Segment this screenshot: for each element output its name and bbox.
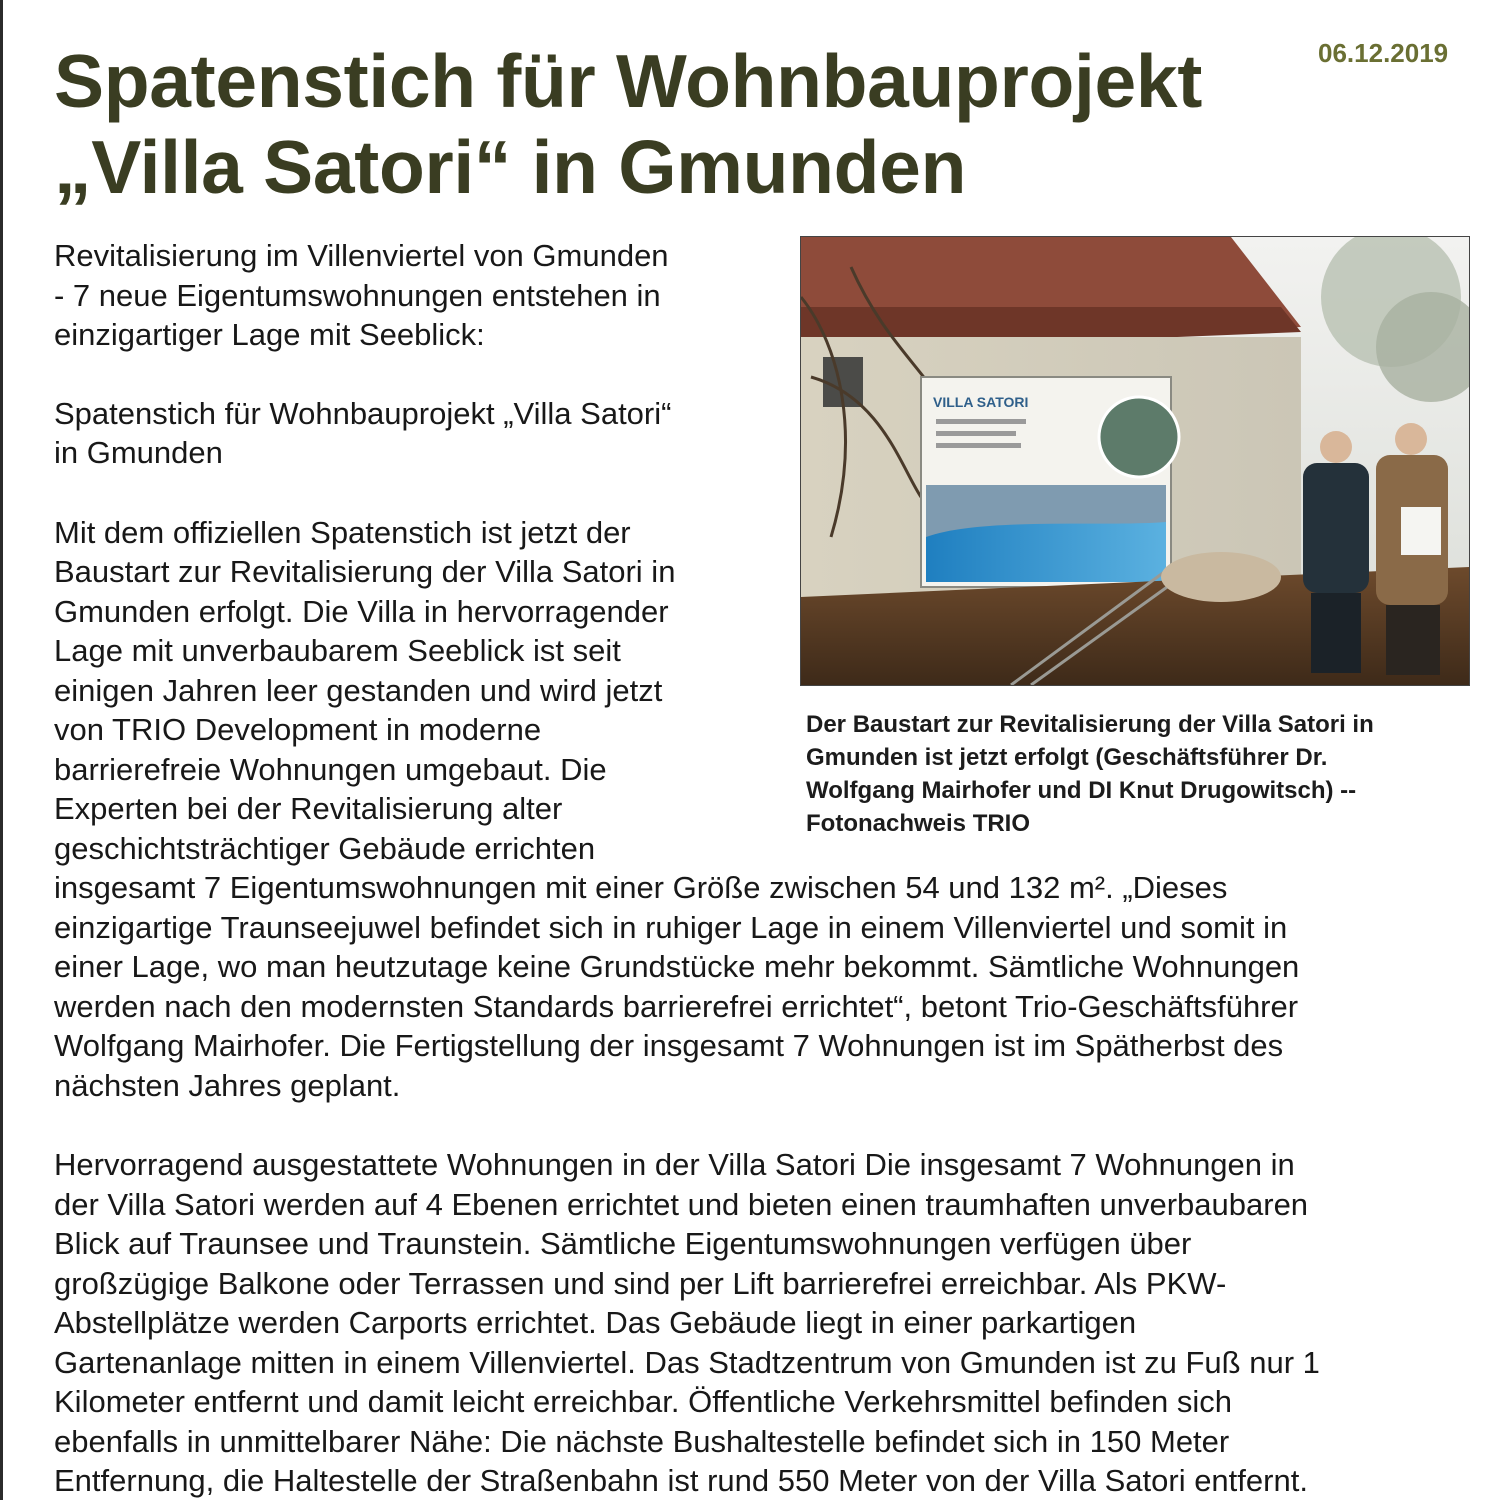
document [1401, 507, 1441, 555]
intro-line: einzigartiger Lage mit Seeblick: [54, 317, 485, 352]
paragraph-line: Gartenanlage mitten in einem Villenviertel. Das Stadtzentrum von Gmunden ist zu Fuß nur 1 [54, 1345, 1320, 1380]
person-body [1303, 463, 1369, 593]
billboard-photo [1099, 397, 1179, 477]
paragraph-line: einigen Jahren leer gestanden und wird jetzt [54, 673, 663, 708]
paragraph-line: von TRIO Development in moderne [54, 712, 542, 747]
subtitle-line: Spatenstich für Wohnbauprojekt „Villa Satori“ [54, 396, 672, 431]
person-legs [1311, 593, 1361, 673]
paragraph-line: werden nach den modernsten Standards barrierefrei errichtet“, betont Trio-Geschäftsführer [54, 989, 1299, 1024]
paragraph-line: Mit dem offiziellen Spatenstich ist jetzt der [54, 515, 631, 550]
subtitle-line: in Gmunden [54, 435, 223, 470]
paragraph-line: Blick auf Traunsee und Traunstein. Sämtliche Eigentumswohnungen verfügen über [54, 1226, 1192, 1261]
photo-caption-line: Der Baustart zur Revitalisierung der Villa Satori in [806, 711, 1374, 738]
paragraph-line: einer Lage, wo man heutzutage keine Grundstücke mehr bekommt. Sämtliche Wohnungen [54, 949, 1300, 984]
headline [54, 38, 1284, 210]
billboard-text [936, 443, 1021, 448]
paragraph-line: einzigartige Traunseejuwel befindet sich in ruhiger Lage in einem Villenviertel und somit in [54, 910, 1288, 945]
paragraph-line: Entfernung, die Haltestelle der Straßenbahn ist rund 550 Meter von der Villa Satori entfernt. [54, 1463, 1308, 1498]
person-head [1320, 431, 1352, 463]
photo-caption-line: Fotonachweis TRIO [806, 810, 1031, 837]
billboard-title: VILLA SATORI [933, 394, 1029, 410]
paragraph-line: ebenfalls in unmittelbarer Nähe: Die nächste Bushaltestelle befindet sich in 150 Meter [54, 1424, 1230, 1459]
intro-line: - 7 neue Eigentumswohnungen entstehen in [54, 278, 661, 313]
photo-illustration [801, 237, 1469, 685]
paragraph-line: Lage mit unverbaubarem Seeblick ist seit [54, 633, 621, 668]
billboard-text [936, 431, 1016, 436]
headline-line: Spatenstich für Wohnbauprojekt [54, 39, 1203, 123]
paragraph-line: Gmunden erfolgt. Die Villa in hervorragender [54, 594, 669, 629]
rubble [1161, 552, 1281, 602]
paragraph-line: Hervorragend ausgestattete Wohnungen in der Villa Satori Die insgesamt 7 Wohnungen in [54, 1147, 1295, 1182]
scan-edge [0, 0, 3, 1500]
headline-line: „Villa Satori“ in Gmunden [54, 125, 967, 209]
paragraph-line: Abstellplätze werden Carports errichtet. Das Gebäude liegt in einer parkartigen [54, 1305, 1137, 1340]
paragraph-line: nächsten Jahres geplant. [54, 1068, 401, 1103]
paragraph-line: Baustart zur Revitalisierung der Villa Satori in [54, 554, 676, 589]
paragraph-line: Wolfgang Mairhofer. Die Fertigstellung der insgesamt 7 Wohnungen ist im Spätherbst des [54, 1028, 1284, 1063]
paragraph-line: geschichtsträchtiger Gebäude errichten [54, 831, 596, 866]
person-head [1395, 423, 1427, 455]
paragraph-line: insgesamt 7 Eigentumswohnungen mit einer Größe zwischen 54 und 132 m². „Dieses [54, 870, 1228, 905]
billboard-text [936, 419, 1026, 424]
intro-line: Revitalisierung im Villenviertel von Gmunden [54, 238, 669, 273]
photo-caption-line: Gmunden ist jetzt erfolgt (Geschäftsführer Dr. [806, 744, 1328, 771]
billboard-lake [926, 522, 1166, 582]
paragraph-line: Kilometer entfernt und damit leicht erreichbar. Öffentliche Verkehrsmittel befinden sich [54, 1384, 1233, 1419]
article-date: 06.12.2019 [1318, 38, 1449, 68]
article-photo [800, 236, 1470, 686]
paragraph-line: barrierefreie Wohnungen umgebaut. Die [54, 752, 607, 787]
paragraph-line: Experten bei der Revitalisierung alter [54, 791, 563, 826]
person-legs [1386, 605, 1440, 675]
paragraph-line: der Villa Satori werden auf 4 Ebenen errichtet und bieten einen traumhaften unverbaubaren [54, 1187, 1309, 1222]
photo-caption-line: Wolfgang Mairhofer und DI Knut Drugowitsch) -- [806, 777, 1357, 804]
paragraph-line: großzügige Balkone oder Terrassen und sind per Lift barrierefrei erreichbar. Als PKW- [54, 1266, 1227, 1301]
